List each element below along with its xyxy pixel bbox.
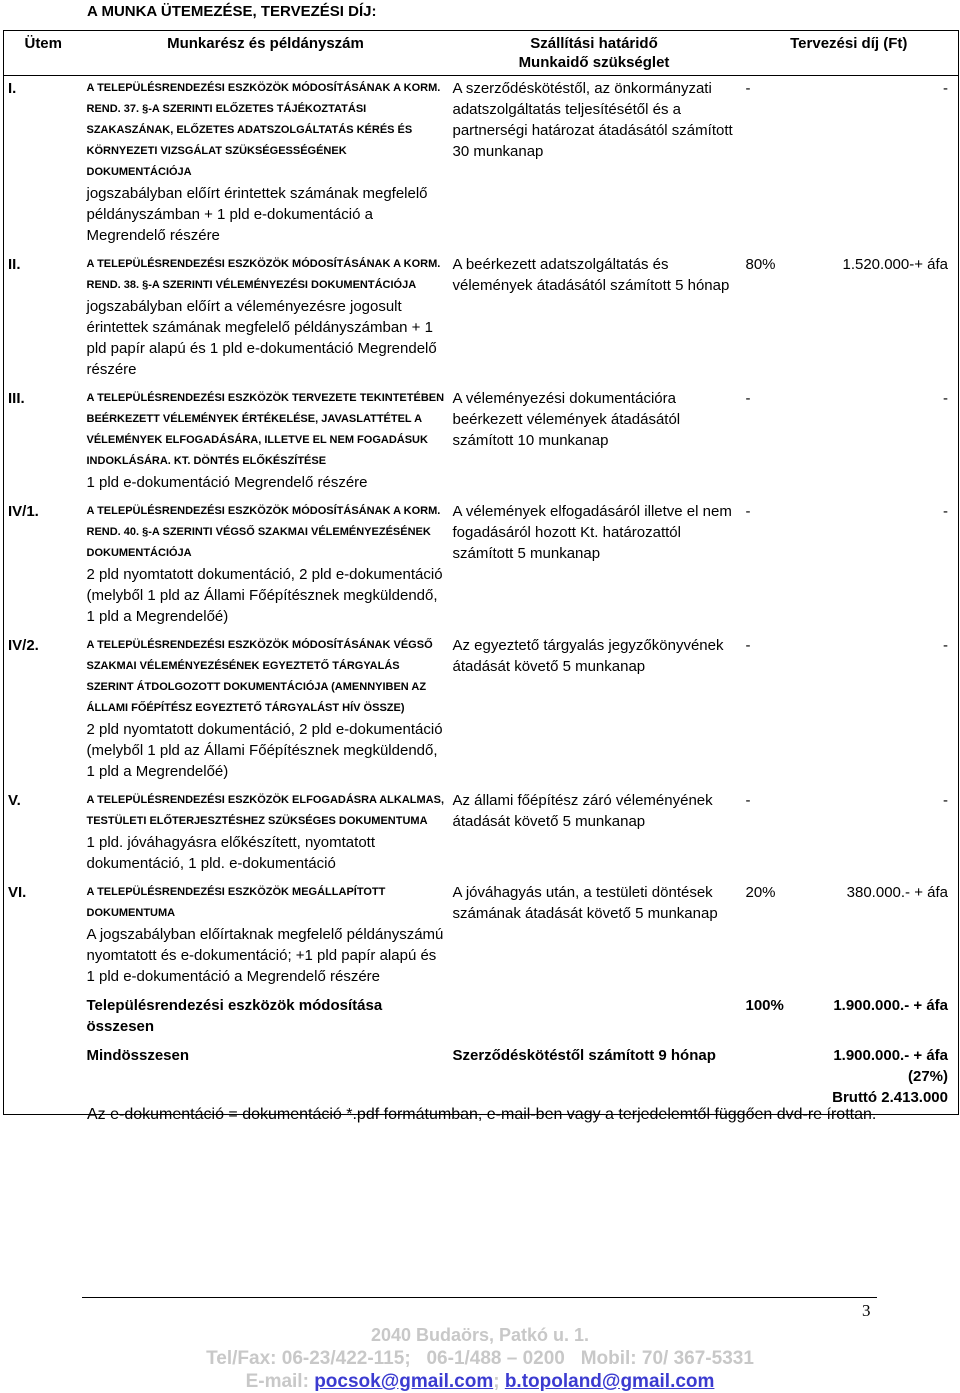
fee-cell [740,252,959,386]
fee-amount: - [943,637,948,654]
work-copies: 1 pld. jóváhagyásra előkészített, nyomtatott dokumentáció, 1 pld. e-dokumentáció [86,834,375,872]
grand-total-label: Mindösszesen [86,1047,190,1064]
work-heading: A TELEPÜLÉSRENDEZÉSI ESZKÖZÖK MÓDOSÍTÁSÁNAK A KORM. REND. 38. §-A SZERINTI VÉLEMÉNYEZÉSI DOKUMENTÁCIÓJA [86,258,441,291]
phase-number: II. [8,256,21,273]
fee-cell [740,386,959,499]
footer-divider [82,1297,877,1298]
header-deadline [449,31,740,76]
fee-percent: - [745,390,751,407]
fee-amount: - [943,80,948,97]
work-cell [83,499,449,633]
header-deadline-line1: Szállítási határidő [530,35,658,52]
table-header-row [4,31,959,76]
work-cell [83,76,449,253]
schedule-body [4,76,959,1115]
fee-cell [740,993,959,1043]
table-row [4,880,959,993]
fee-percent: 20% [745,884,776,901]
work-heading: A TELEPÜLÉSRENDEZÉSI ESZKÖZÖK MÓDOSÍTÁSÁNAK A KORM. REND. 37. §-A SZERINTI ELŐZETES TÁJÉKOZTATÁSI SZAKASZÁNAK, ELŐZETES ADATSZOLGÁLTATÁS KÉRÉS ÉS KÖRNYEZETI VIZSGÁLAT SZÜKSÉGESSÉGÉNEK DOKUMENTÁCIÓJA [86,82,441,178]
work-heading: A TELEPÜLÉSRENDEZÉSI ESZKÖZÖK TERVEZETE TEKINTETÉBEN BEÉRKEZETT VÉLEMÉNYEK ÉRTÉKELÉSE, JAVASLATTÉTEL A VÉLEMÉNYEK ELFOGADÁSÁRA, ILLETVE EL NEM FOGADÁSUK INDOKLÁSÁRA. KT. DÖNTÉS ELŐKÉSZÍTÉSE [86,392,445,467]
fee-amount: 380.000.- + áfa [846,884,948,901]
work-copies: jogszabályban előírt érintettek számának megfelelő példányszámban + 1 pld e-dokumentáció a Megrendelő részére [86,185,428,244]
footer-email [0,1371,960,1393]
grand-total-gross: Bruttó 2.413.000 [832,1089,948,1106]
grand-total-deadline: Szerződéskötéstől számított 9 hónap [452,1047,716,1064]
fee-amount: - [943,503,948,520]
page-number: 3 [862,1301,871,1320]
grand-total-amount: 1.900.000.- + áfa [833,1047,948,1064]
table-row [4,788,959,880]
schedule-table [3,30,959,1115]
work-cell [83,880,449,993]
work-cell [83,788,449,880]
deadline-cell: A beérkezett adatszolgáltatás és vélemények átadásától számított 5 hónap [452,256,730,294]
work-heading: A TELEPÜLÉSRENDEZÉSI ESZKÖZÖK MEGÁLLAPÍTOTT DOKUMENTUMA [86,886,386,919]
fee-cell [740,880,959,993]
fee-percent: 80% [745,256,776,273]
phase-number: IV/2. [8,637,39,654]
work-cell [83,386,449,499]
table-row [4,76,959,253]
fee-percent: - [745,637,751,654]
work-copies: A jogszabályban előírtaknak megfelelő példányszámú nyomtatott és e-dokumentáció; +1 pld papír alapú és 1 pld e-dokumentáció a Megrendelő részére [86,926,444,985]
table-row [4,386,959,499]
header-phase: Ütem [4,31,83,76]
grand-total-vat: (27%) [907,1068,948,1085]
work-heading: A TELEPÜLÉSRENDEZÉSI ESZKÖZÖK MÓDOSÍTÁSÁNAK VÉGSŐ SZAKMAI VÉLEMÉNYEZÉSÉNEK EGYEZTETŐ TÁRGYALÁS SZERINT ÁTDOLGOZOTT DOKUMENTÁCIÓJA (AMENNYIBEN AZ ÁLLAMI FŐÉPÍTÉSZ EGYEZTETŐ TÁRGYALÁST HÍV ÖSSZE) [86,639,433,714]
fee-cell [740,633,959,788]
work-copies: 2 pld nyomtatott dokumentáció, 2 pld e-dokumentáció (melyből 1 pld az Állami Főépítésznek megküldendő, 1 pld a Megrendelőé) [86,721,443,780]
work-copies: jogszabályban előírt a véleményezésre jogosult érintettek számának megfelelő példányszámban + 1 pld papír alapú és 1 pld e-dokumentáció Megrendelő részére [86,298,437,378]
fee-percent: - [745,503,751,520]
deadline-cell: A szerződéskötéstől, az önkormányzati adatszolgáltatás teljesítésétől és a partnerségi határozat átadásától számított 30 munkanap [452,80,733,160]
footer-phones: Tel/Fax: 06-23/422-115; 06-1/488 – 0200 Mobil: 70/ 367-5331 [206,1348,754,1369]
fee-amount: - [943,390,948,407]
header-fee: Tervezési díj (Ft) [740,31,959,76]
header-work: Munkarész és példányszám [83,31,449,76]
work-copies: 1 pld e-dokumentáció Megrendelő részére [86,474,368,491]
phase-number: III. [8,390,25,407]
work-heading: A TELEPÜLÉSRENDEZÉSI ESZKÖZÖK MÓDOSÍTÁSÁNAK A KORM. REND. 40. §-A SZERINTI VÉGSŐ SZAKMAI VÉLEMÉNYEZÉSÉNEK DOKUMENTÁCIÓJA [86,505,441,559]
total-row [4,993,959,1043]
table-row [4,499,959,633]
work-copies: 2 pld nyomtatott dokumentáció, 2 pld e-dokumentáció (melyből 1 pld az Állami Főépítésznek megküldendő, 1 pld a Megrendelőé) [86,566,443,625]
fee-cell [740,788,959,880]
work-cell [83,252,449,386]
fee-cell [740,499,959,633]
fee-percent: - [745,792,751,809]
deadline-cell: A vélemények elfogadásáról illetve el nem fogadásáról hozott Kt. határozattól számított 5 munkanap [452,503,732,562]
footnote: Az e-dokumentáció = dokumentáció *.pdf formátumban, e-mail-ben vagy a terjedelemtől függően dvd-re írottan. [87,1106,877,1123]
fee-amount: 1.520.000-+ áfa [842,256,948,273]
deadline-cell: A jóváhagyás után, a testületi döntések számának átadását követő 5 munkanap [452,884,718,922]
total-amount: 1.900.000.- + áfa [833,997,948,1014]
total-percent: 100% [745,997,784,1014]
fee-percent: - [745,80,751,97]
deadline-cell: A véleményezési dokumentációra beérkezett vélemények átadásától számított 10 munkanap [452,390,681,449]
footer-address: 2040 Budaörs, Patkó u. 1. [370,1325,590,1345]
table-row [4,633,959,788]
fee-amount: - [943,792,948,809]
email-link-2[interactable]: b.topoland@gmail.com [504,1371,715,1392]
footer-email-separator: ; [493,1371,500,1392]
phase-number: I. [8,80,17,97]
deadline-cell: Az állami főépítész záró véleményének átadását követő 5 munkanap [452,792,713,830]
total-label: Településrendezési eszközök módosítása összesen [86,997,383,1035]
phase-number: VI. [8,884,27,901]
phase-number: IV/1. [8,503,39,520]
fee-cell [740,76,959,253]
email-link-1[interactable]: pocsok@gmail.com [314,1371,494,1392]
page-title: A MUNKA ÜTEMEZÉSE, TERVEZÉSI DÍJ: [87,3,377,20]
phase-number: V. [8,792,21,809]
work-cell [83,633,449,788]
table-row [4,252,959,386]
footer-email-label: E-mail: [245,1371,309,1392]
work-heading: A TELEPÜLÉSRENDEZÉSI ESZKÖZÖK ELFOGADÁSRA ALKALMAS, TESTÜLETI ELŐTERJESZTÉSHEZ SZÜKSÉGES DOKUMENTUMA [86,794,445,827]
header-deadline-line2: Munkaidő szükséglet [518,54,670,71]
deadline-cell: Az egyeztető tárgyalás jegyzőkönyvének átadását követő 5 munkanap [452,637,724,675]
